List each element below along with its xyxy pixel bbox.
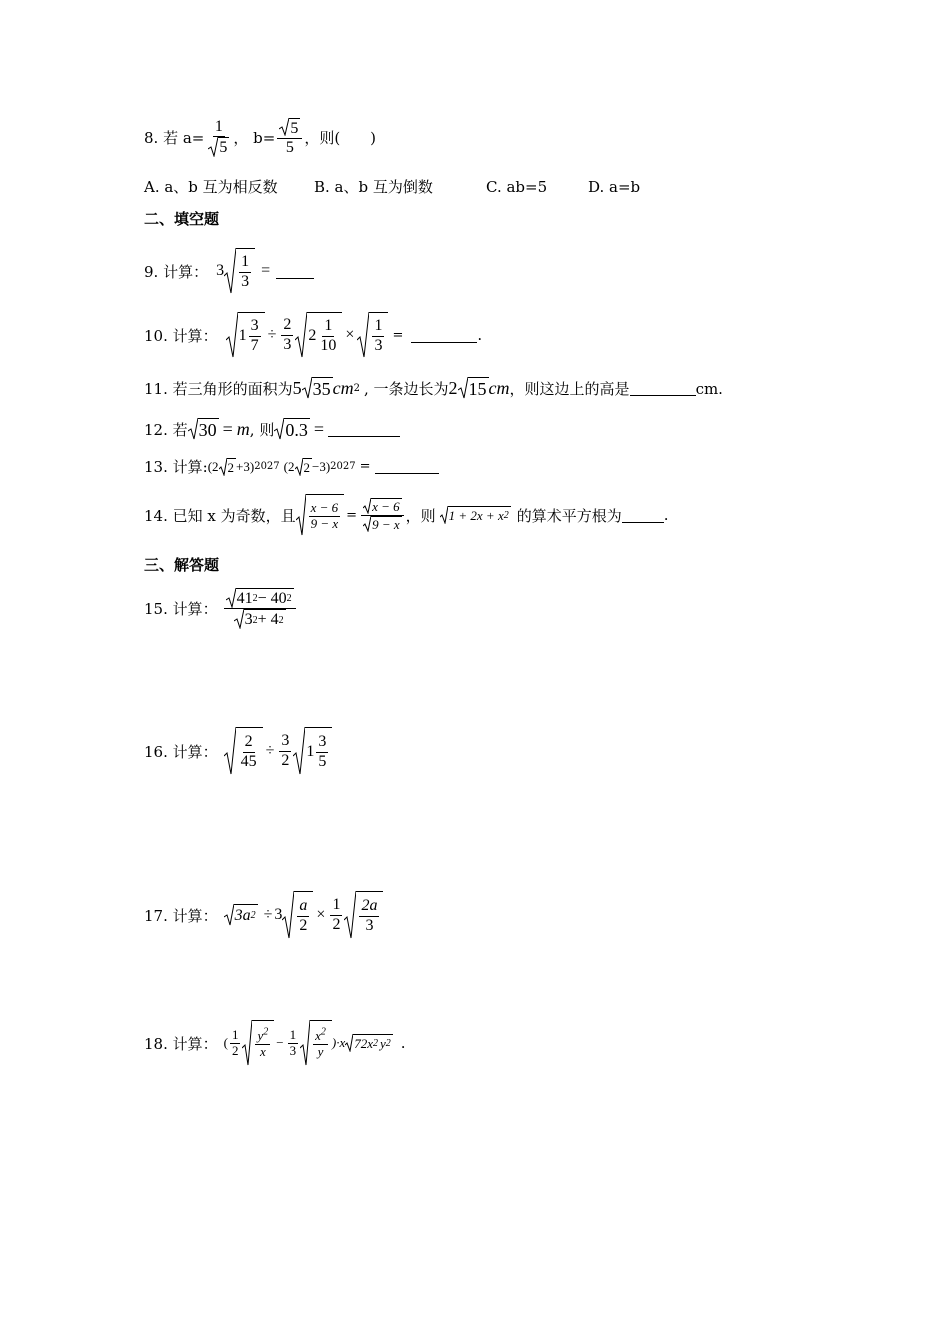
q8-option-a: A. a、b 互为相反数 xyxy=(144,178,278,196)
q9-radical: $\frac{1}{3}$ xyxy=(224,248,255,294)
question-18: 18. 计算： ( $\frac{1}{2}$ $\frac{y^2}{x}$ − $\frac{1}{3}$ $\frac{x^2}{y}$ )·x 72x 2 y 2 . xyxy=(144,1020,406,1066)
question-13: 13. 计算: (2 2 +3) 2027 (2 2 −3) 2027 = xyxy=(144,456,439,477)
q14-lhs-radical: $\frac{x - 6}{9 - x}$ xyxy=(296,494,345,536)
section-2-heading: 二、填空题 xyxy=(144,210,220,228)
q10-radical-3: $\frac{1}{3}$ xyxy=(357,312,388,358)
question-12: 12. 若 30 = m , 则 0.3 = xyxy=(144,418,400,441)
q18-radical-2: $\frac{x^2}{y}$ xyxy=(300,1020,332,1066)
q8-option-c: C. ab=5 xyxy=(486,177,548,196)
q17-radical-3: $\frac{2a}{3}$ xyxy=(344,891,383,939)
q12-radical-2: 0.3 xyxy=(274,418,310,441)
question-14: 14. 已知 x 为奇数，且 $\frac{x - 6}{9 - x}$ = $\frac{x - 6}{9 - x}$ ，则 1 + 2x + x 2 的算术平方根为 . xyxy=(144,494,669,536)
q14-rhs-fraction: $\frac{x - 6}{9 - x}$ xyxy=(361,498,404,533)
q8-separator: ， b= xyxy=(233,129,276,148)
q17-radical-2: $\frac{a}{2}$ xyxy=(282,891,313,939)
question-17: 17. 计算： 3a 2 ÷ 3 $\frac{a}{2}$ × $\frac{1}{2}$ $\frac{2a}{3}$ xyxy=(144,891,383,939)
q10-radical-1: 1 $\frac{3}{7}$ xyxy=(226,312,265,358)
q18-radical-1: $\frac{y^2}{x}$ xyxy=(242,1020,274,1066)
q17-radical-1: 3a 2 xyxy=(224,904,258,926)
question-16: 16. 计算： $\frac{2}{45}$ ÷ $\frac{3}{2}$ 1 $\frac{3}{5}$ xyxy=(144,727,332,775)
q14-answer-blank xyxy=(622,508,664,523)
q13-radical-1: 2 xyxy=(219,458,237,476)
q10-radical-2: 2 $\frac{1}{10}$ xyxy=(295,312,342,358)
q8-stem-prefix: 8. 若 a= xyxy=(144,129,205,148)
q8-b-fraction: $\frac{5}{5}$ xyxy=(277,118,302,158)
q13-answer-blank xyxy=(375,459,439,474)
q11-prefix: 11. 若三角形的面积为 xyxy=(144,380,293,398)
q8-a-fraction: $\frac{1}{5}$ xyxy=(206,118,231,158)
q8-options xyxy=(144,176,640,197)
question-9: 9. 计算： 3 $\frac{1}{3}$ = xyxy=(144,248,314,294)
q8-stem-suffix: ，则( ) xyxy=(304,129,377,148)
q10-label: 10. 计算： xyxy=(144,326,218,345)
q11-side-radical: 15 xyxy=(458,377,489,400)
q12-answer-blank xyxy=(328,422,400,437)
q8-b-radical: 5 xyxy=(279,118,300,138)
q15-fraction: 41 2 − 40 2 3 2 + 4 2 xyxy=(224,588,296,630)
q12-radical-1: 30 xyxy=(188,418,219,441)
q8-a-radical: 5 xyxy=(208,137,229,157)
question-11: 11. 若三角形的面积为 5 35 cm 2 , 一条边长为 2 15 cm ，则这边上的高是 cm. xyxy=(144,378,723,399)
question-10: 10. 计算： 1 $\frac{3}{7}$ ÷ $\frac{2}{3}$ 2 $\frac{1}{10}$ × $\frac{1}{3}$ = . xyxy=(144,312,482,358)
q11-area-radical: 35 xyxy=(302,377,333,400)
question-15: 15. 计算： 41 2 − 40 2 3 2 + 4 2 xyxy=(144,588,298,630)
q18-radical-3: 72x 2 y 2 xyxy=(345,1034,393,1052)
q9-answer-blank xyxy=(276,264,314,279)
question-8 xyxy=(144,118,376,158)
q10-answer-blank xyxy=(411,328,477,343)
q14-expr-radical: 1 + 2x + x 2 xyxy=(440,506,511,524)
q16-radical-1: $\frac{2}{45}$ xyxy=(224,727,263,775)
q11-answer-blank xyxy=(630,381,696,396)
q9-label: 9. 计算： xyxy=(144,262,209,281)
q8-option-d: D. a=b xyxy=(588,177,641,196)
section-3-heading: 三、解答题 xyxy=(144,556,220,574)
q13-radical-2: 2 xyxy=(295,458,313,476)
q8-option-b: B. a、b 互为倒数 xyxy=(314,178,433,196)
q16-radical-2: 1 $\frac{3}{5}$ xyxy=(293,727,332,775)
